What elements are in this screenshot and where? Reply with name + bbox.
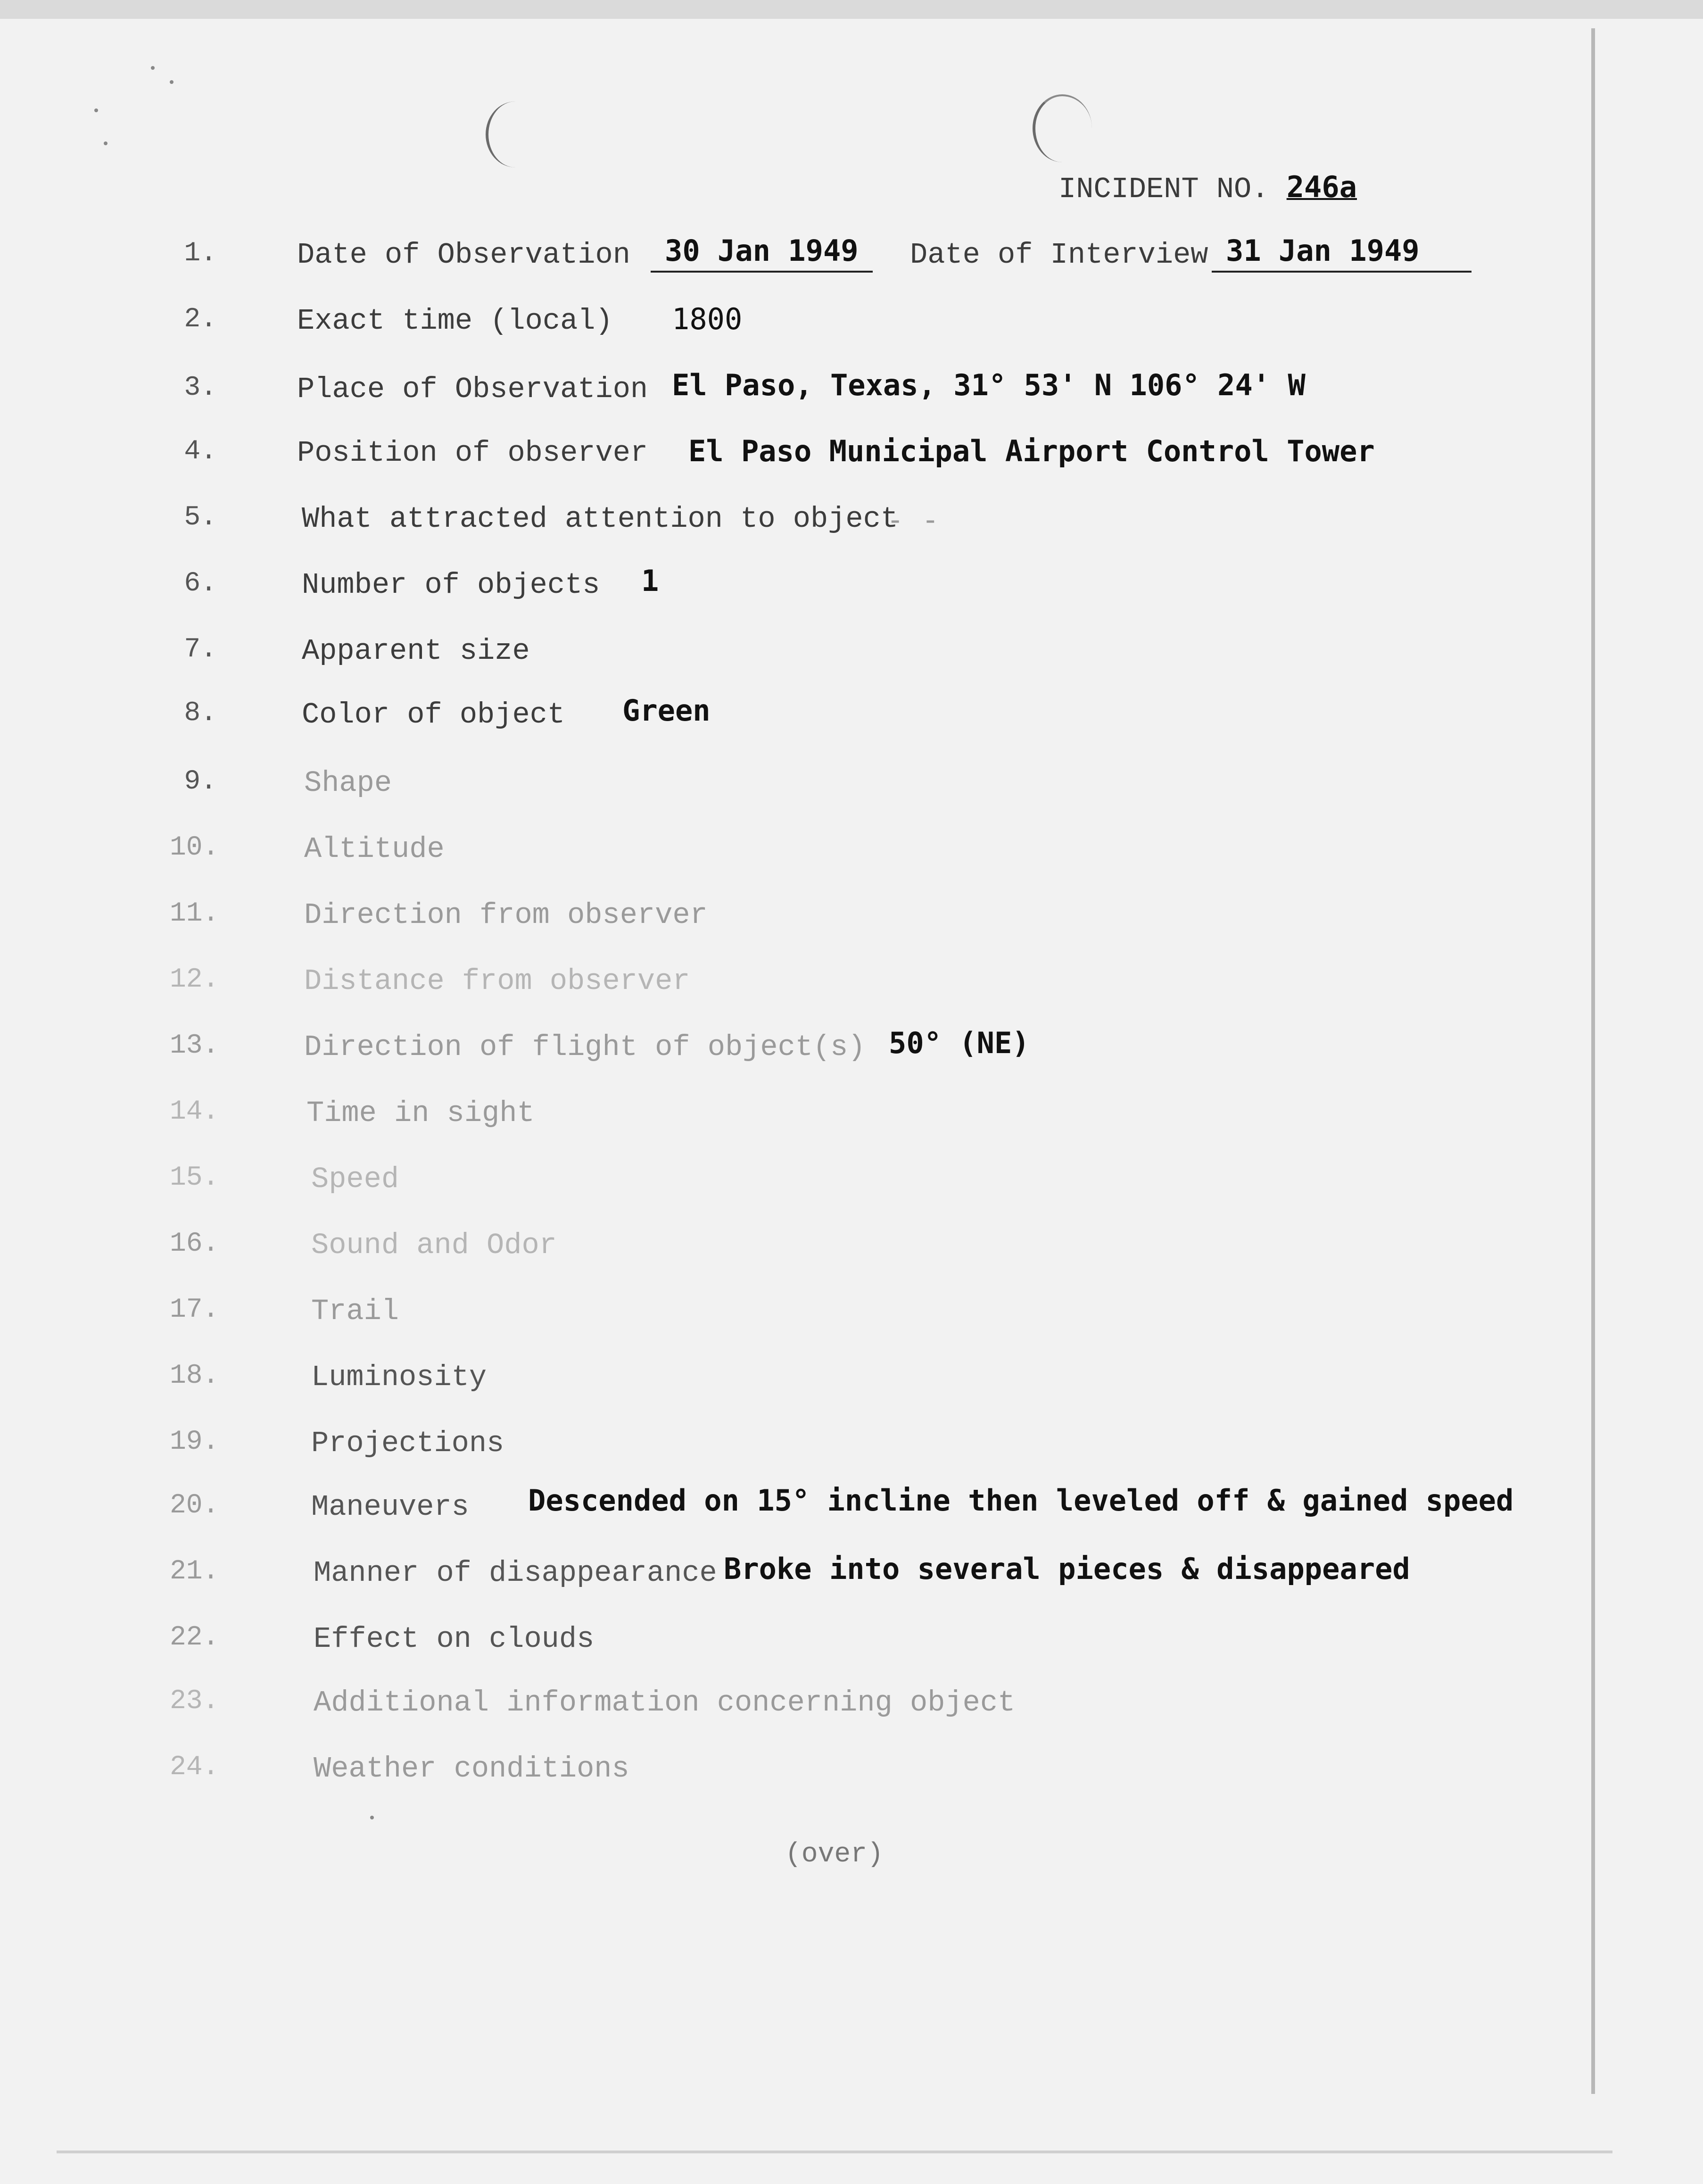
field-label: Altitude bbox=[304, 832, 445, 866]
field-label: Distance from observer bbox=[304, 964, 690, 998]
field-number: 16. bbox=[170, 1229, 219, 1259]
field-label: Exact time (local) bbox=[297, 304, 613, 338]
field-number: 5. bbox=[184, 502, 217, 533]
attracted-attention-value: - - bbox=[886, 502, 939, 537]
field-label: Projections bbox=[311, 1427, 504, 1460]
punch-hole-left bbox=[486, 101, 545, 167]
place-of-observation-value: El Paso, Texas, 31° 53' N 106° 24' W bbox=[672, 368, 1306, 402]
position-of-observer-value: El Paso Municipal Airport Control Tower bbox=[688, 434, 1375, 468]
incident-value: 246a bbox=[1286, 170, 1357, 204]
field-number: 23. bbox=[170, 1686, 219, 1717]
field-number: 22. bbox=[170, 1622, 219, 1653]
incident-number bbox=[1058, 170, 1357, 206]
field-label: Place of Observation bbox=[297, 373, 648, 406]
field-label: Additional information concerning object bbox=[314, 1686, 1016, 1719]
field-label: Number of objects bbox=[302, 568, 600, 602]
field-number: 19. bbox=[170, 1427, 219, 1457]
field-number: 17. bbox=[170, 1295, 219, 1325]
field-label: Position of observer bbox=[297, 436, 648, 470]
field-label: Luminosity bbox=[311, 1361, 487, 1394]
scan-speck bbox=[370, 1816, 374, 1819]
over-note: (over) bbox=[785, 1839, 884, 1870]
field-number: 1. bbox=[184, 238, 217, 269]
field-label-interview: Date of Interview bbox=[910, 238, 1208, 272]
field-label: Color of object bbox=[302, 698, 565, 731]
field-number: 4. bbox=[184, 436, 217, 467]
field-number: 24. bbox=[170, 1752, 219, 1783]
field-number: 9. bbox=[184, 766, 217, 797]
field-label: Weather conditions bbox=[314, 1752, 629, 1785]
field-label: Time in sight bbox=[306, 1096, 535, 1130]
field-number: 10. bbox=[170, 832, 219, 863]
field-label: Direction of flight of object(s) bbox=[304, 1030, 866, 1064]
date-of-observation-value: 30 Jan 1949 bbox=[651, 233, 873, 273]
scan-speck bbox=[151, 66, 155, 70]
field-label: Sound and Odor bbox=[311, 1229, 557, 1262]
field-number: 18. bbox=[170, 1361, 219, 1391]
field-label: Speed bbox=[311, 1163, 399, 1196]
field-number: 13. bbox=[170, 1030, 219, 1061]
field-label: Apparent size bbox=[302, 634, 530, 668]
field-label: Maneuvers bbox=[311, 1490, 469, 1524]
incident-label: INCIDENT NO. bbox=[1058, 173, 1269, 206]
exact-time-value: 1800 bbox=[672, 302, 743, 336]
field-number: 8. bbox=[184, 698, 217, 729]
field-number: 12. bbox=[170, 964, 219, 995]
date-of-interview-value: 31 Jan 1949 bbox=[1212, 233, 1472, 273]
field-number: 3. bbox=[184, 373, 217, 403]
field-label: Shape bbox=[304, 766, 392, 800]
field-number: 14. bbox=[170, 1096, 219, 1127]
field-label: Effect on clouds bbox=[314, 1622, 595, 1656]
punch-hole-right bbox=[1033, 94, 1092, 162]
direction-of-flight-value: 50° (NE) bbox=[889, 1026, 1030, 1060]
field-label: What attracted attention to object bbox=[302, 502, 899, 536]
scan-top-shadow bbox=[0, 0, 1703, 19]
field-number: 15. bbox=[170, 1163, 219, 1193]
scan-speck bbox=[104, 141, 107, 145]
scan-speck bbox=[170, 80, 174, 84]
field-number: 6. bbox=[184, 568, 217, 599]
field-label: Trail bbox=[311, 1295, 399, 1328]
maneuvers-value: Descended on 15° incline then leveled off & gained speed bbox=[528, 1483, 1514, 1518]
color-of-object-value: Green bbox=[622, 693, 711, 728]
field-number: 2. bbox=[184, 304, 217, 335]
field-label: Date of Observation bbox=[297, 238, 630, 272]
manner-of-disappearance-value: Broke into several pieces & disappeared bbox=[724, 1552, 1410, 1586]
field-number: 21. bbox=[170, 1556, 219, 1587]
page-edge-bottom bbox=[57, 2151, 1612, 2153]
field-label: Direction from observer bbox=[304, 898, 708, 932]
field-number: 11. bbox=[170, 898, 219, 929]
page-edge-right bbox=[1591, 28, 1595, 2094]
field-number: 7. bbox=[184, 634, 217, 665]
number-of-objects-value: 1 bbox=[641, 564, 659, 598]
scan-speck bbox=[94, 108, 98, 112]
field-label: Manner of disappearance bbox=[314, 1556, 717, 1590]
field-number: 20. bbox=[170, 1490, 219, 1521]
